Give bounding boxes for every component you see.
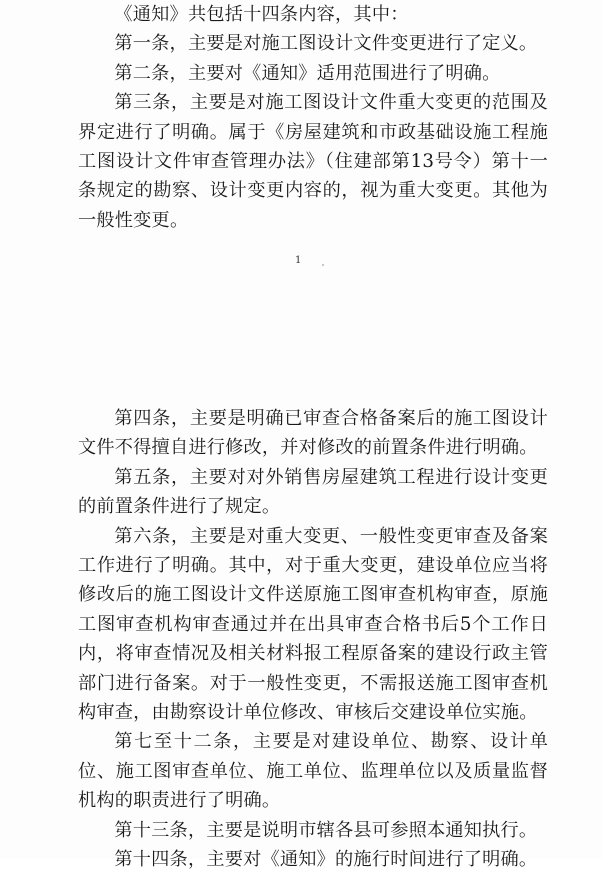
paragraph-article-4: 第四条，主要是明确已审查合格备案后的施工图设计文件不得擅自进行修改，并对修改的前置条件进行明确。 xyxy=(78,408,548,459)
text-block-bottom xyxy=(78,404,548,875)
paragraph-article-2: 第二条，主要对《通知》适用范围进行了明确。 xyxy=(114,62,501,84)
paragraph-article-5: 第五条，主要对对外销售房屋建筑工程进行设计变更的前置条件进行了规定。 xyxy=(78,466,548,518)
paragraph-article-13: 第十三条，主要是说明市辖各县可参照本通知执行。 xyxy=(114,819,538,841)
paragraph-article-7-12: 第七至十二条，主要是对建设单位、勘察、设计单位、施工图审查单位、施工单位、监理单位以及质量监督机构的职责进行了明确。 xyxy=(78,731,548,812)
scan-speck xyxy=(322,264,324,266)
paragraph-article-3: 第三条，主要是对施工图设计文件重大变更的范围及界定进行了明确。属于《房屋建筑和市政基础设施工程施工图设计文件审查管理办法》（住建部第13号令）第十一条规定的勘察、设计变更内容的，视为重大变更。其他为一般性变更。 xyxy=(78,92,548,231)
paragraph-article-6: 第六条，主要是对重大变更、一般性变更审查及备案工作进行了明确。其中，对于重大变更，建设单位应当将修改后的施工图设计文件送原施工图审查机构审查，原施工图审查机构审查通过并在出具审查合格书后5个工作日内，将审查情况及相关材料报工程原备案的建设行政主管部门进行备案。对于一般性变更，不需报送施工图审查机构审查，由勘察设计单位修改、审核后交建设单位实施。 xyxy=(78,525,548,724)
paragraph-article-1: 第一条，主要是对施工图设计文件变更进行了定义。 xyxy=(114,33,538,55)
paragraph-article-14: 第十四条，主要对《通知》的施行时间进行了明确。 xyxy=(114,849,538,871)
text-block-top xyxy=(78,0,548,235)
page-number: 1 xyxy=(295,255,302,266)
paragraph-intro: 《通知》共包括十四条内容，其中： xyxy=(114,4,409,25)
